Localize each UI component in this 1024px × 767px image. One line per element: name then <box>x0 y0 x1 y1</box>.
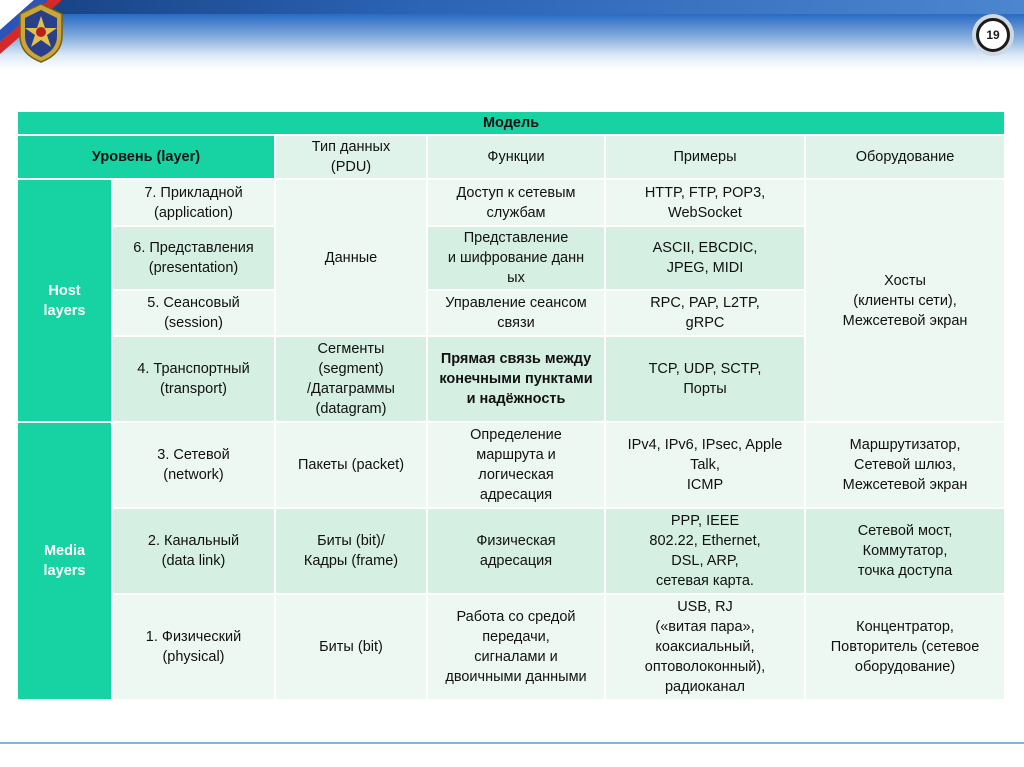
examples-line: ASCII, EBCDIC, <box>652 240 758 256</box>
function-cell <box>428 595 604 699</box>
header-row <box>18 136 1004 178</box>
equipment-cell <box>806 509 1004 593</box>
equipment-line: Межсетевой экран <box>842 477 968 493</box>
function-line: Управление сеансом <box>445 295 587 311</box>
layer-name: 2. Канальный <box>147 533 240 549</box>
function-cell <box>428 227 604 289</box>
examples-line: Talk, <box>690 457 720 473</box>
function-line: передачи, <box>482 629 550 645</box>
function-line: Прямая связь между <box>440 351 592 367</box>
function-line: адресация <box>479 553 553 569</box>
layer-cell <box>113 291 274 335</box>
layer-name-en: (presentation) <box>148 260 239 276</box>
layer-name-en: (application) <box>154 204 233 221</box>
pdu-word: (bit) <box>357 639 383 655</box>
function-line: Работа со средой <box>456 609 576 625</box>
examples-cell <box>606 337 804 421</box>
pdu-line: (segment) <box>318 361 384 377</box>
function-cell <box>428 291 604 335</box>
group-label-line: Host <box>48 282 81 299</box>
layer-name-en: (session) <box>164 315 223 331</box>
table-title: Модель <box>18 112 1004 134</box>
function-line: Доступ к сетевым <box>456 184 576 201</box>
function-line: Определение <box>470 427 562 443</box>
examples-line: Порты <box>683 381 727 397</box>
header-functions: Функции <box>428 136 604 178</box>
equipment-line: (клиенты сети), <box>853 292 957 309</box>
examples-line: JPEG, MIDI <box>666 260 744 276</box>
pdu-word: (frame) <box>351 553 399 569</box>
group-label-line: Media <box>43 543 86 559</box>
header-data-type <box>276 136 426 178</box>
pdu-word: (bit)/ <box>355 533 385 549</box>
equipment-line: оборудование) <box>854 659 956 675</box>
examples-line: PPP, IEEE <box>670 513 740 529</box>
table-row <box>18 595 1004 699</box>
page-number: 19 <box>976 18 1010 52</box>
header-examples: Примеры <box>606 136 804 178</box>
examples-line: USB, RJ <box>677 599 733 615</box>
examples-cell <box>606 227 804 289</box>
function-line: и надёжность <box>466 391 566 407</box>
examples-line: RPC, PAP, L2TP, <box>650 295 760 311</box>
header-sheen <box>0 0 1024 14</box>
examples-line: радиоканал <box>664 679 745 695</box>
equipment-line: Повторитель (сетевое <box>830 639 980 655</box>
examples-line: ICMP <box>686 477 724 493</box>
footer-divider <box>0 742 1024 744</box>
table-row <box>18 423 1004 507</box>
examples-line: WebSocket <box>668 204 742 221</box>
equipment-cell-hosts <box>806 180 1004 421</box>
examples-cell <box>606 423 804 507</box>
function-cell <box>428 180 604 225</box>
examples-line: коаксиальный, <box>655 639 755 655</box>
layer-cell <box>113 509 274 593</box>
examples-line: gRPC <box>685 315 725 331</box>
examples-cell <box>606 595 804 699</box>
function-line: и шифрование данн <box>447 250 585 266</box>
group-media-layers <box>18 423 111 699</box>
function-line: конечными пунктами <box>439 371 593 387</box>
equipment-cell <box>806 423 1004 507</box>
examples-line: сетевая карта. <box>656 573 754 589</box>
equipment-line: Хосты <box>884 272 926 289</box>
layer-name: 5. Сеансовый <box>147 295 240 311</box>
function-line: Физическая <box>476 533 556 549</box>
equipment-cell <box>806 595 1004 699</box>
function-line: Представление <box>463 230 569 246</box>
layer-name: 3. Сетевой <box>157 447 230 463</box>
examples-line: оптоволоконный), <box>644 659 766 675</box>
function-cell <box>428 337 604 421</box>
pdu-cell <box>276 509 426 593</box>
layer-name-en: (physical) <box>162 649 225 665</box>
group-label-line: layers <box>43 302 86 319</box>
equipment-line: Межсетевой экран <box>842 312 968 329</box>
emblem-icon <box>16 2 66 64</box>
layer-name-en: (network) <box>163 467 224 483</box>
equipment-line: Сетевой мост, <box>857 523 953 539</box>
examples-line: TCP, UDP, SCTP, <box>648 361 762 377</box>
group-host-layers <box>18 180 111 421</box>
layer-name: 6. Представления <box>133 240 254 256</box>
pdu-cell <box>276 423 426 507</box>
function-cell <box>428 423 604 507</box>
layer-name: 7. Прикладной <box>144 184 243 201</box>
pdu-word: Кадры <box>303 553 348 569</box>
function-line: логическая <box>478 467 554 483</box>
examples-line: DSL, ARP, <box>671 553 739 569</box>
function-line: ых <box>507 270 525 286</box>
pdu-line: Сегменты <box>317 341 385 357</box>
function-cell <box>428 509 604 593</box>
examples-line: IPv4, IPv6, IPsec, Apple <box>627 437 783 453</box>
header-level: Уровень (layer) <box>18 136 274 178</box>
layer-name: 4. Транспортный <box>137 361 250 377</box>
function-line: службам <box>486 204 546 221</box>
layer-cell <box>113 595 274 699</box>
equipment-line: точка доступа <box>857 563 953 579</box>
header-data-type-line: (PDU) <box>330 159 372 175</box>
function-line: двоичными данными <box>445 669 587 685</box>
osi-model-table <box>16 110 1006 701</box>
examples-line: («витая пара», <box>655 619 755 635</box>
pdu-cell <box>276 337 426 421</box>
pdu-word: Биты <box>317 533 352 549</box>
function-line: адресация <box>479 487 553 503</box>
group-label-line: layers <box>43 563 86 579</box>
pdu-word: Биты <box>319 639 354 655</box>
examples-cell <box>606 291 804 335</box>
function-line: связи <box>497 315 535 331</box>
header-data-type-line: Тип данных <box>311 139 391 155</box>
equipment-line: Коммутатор, <box>862 543 948 559</box>
pdu-cell-data: Данные <box>276 180 426 335</box>
examples-cell <box>606 509 804 593</box>
layer-name-en: (data link) <box>161 553 226 569</box>
examples-cell <box>606 180 804 225</box>
header-equipment: Оборудование <box>806 136 1004 178</box>
equipment-line: Сетевой шлюз, <box>854 457 957 473</box>
table-row <box>18 509 1004 593</box>
layer-cell <box>113 337 274 421</box>
function-line: маршрута и <box>476 447 556 463</box>
examples-line: HTTP, FTP, POP3, <box>644 184 766 201</box>
layer-cell <box>113 180 274 225</box>
examples-line: 802.22, Ethernet, <box>649 533 761 549</box>
function-line: сигналами и <box>474 649 558 665</box>
layer-name: 1. Физический <box>145 629 242 645</box>
pdu-word: Пакеты <box>297 457 348 473</box>
table-row <box>18 180 1004 225</box>
layer-name-en: (transport) <box>160 381 227 397</box>
equipment-line: Концентратор, <box>856 619 954 635</box>
pdu-line: (datagram) <box>315 401 387 417</box>
equipment-line: Маршрутизатор, <box>849 437 961 453</box>
layer-cell <box>113 227 274 289</box>
pdu-cell <box>276 595 426 699</box>
pdu-word: (packet) <box>351 457 405 473</box>
layer-cell <box>113 423 274 507</box>
pdu-line: /Датаграммы <box>307 381 395 397</box>
